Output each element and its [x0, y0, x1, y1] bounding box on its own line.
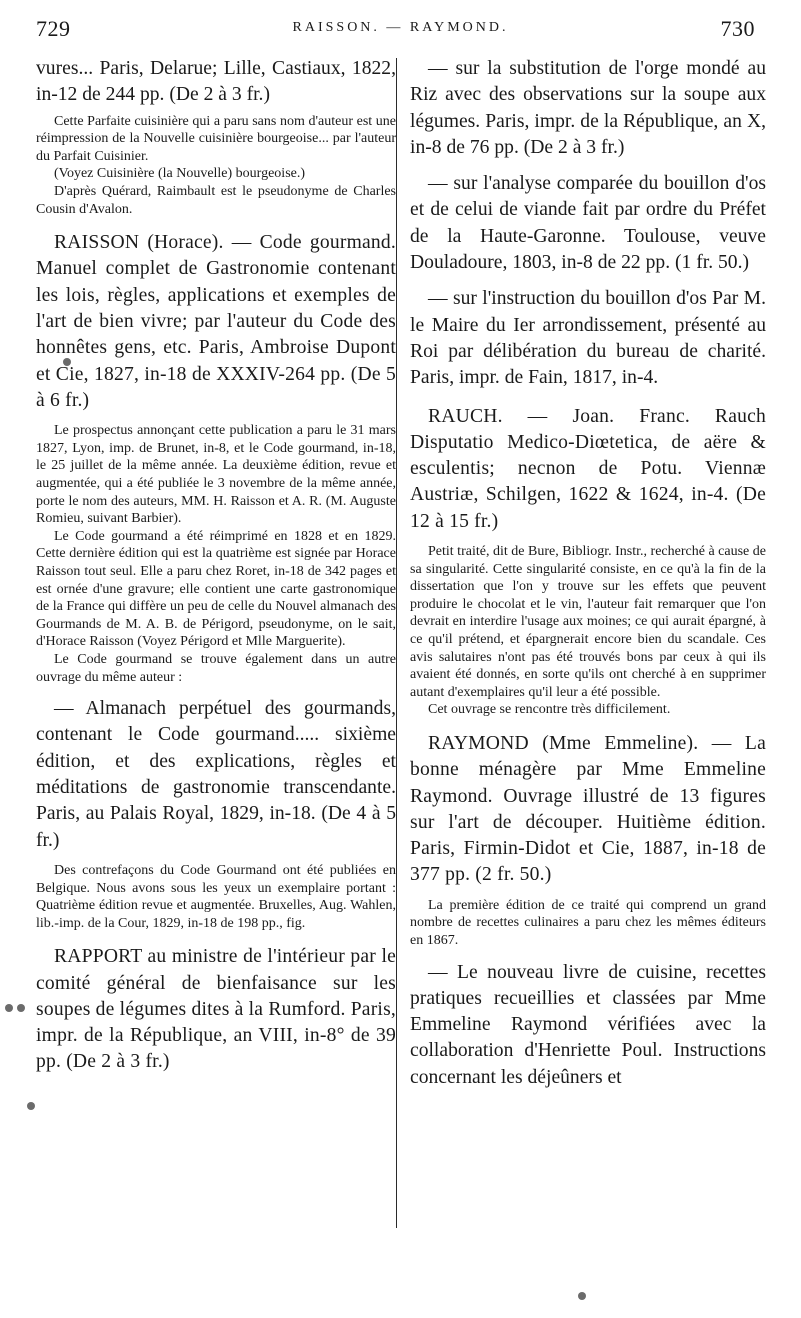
note-text: Des contrefaçons du Code Gourmand ont été publiées en Belgique. Nous avons sous les yeux un exemplaire portant : Quatrième édition revue et augmentée. Bruxelles, Aug. Wahlen, lib.-imp. de la Cour, 1829, in-18 de 198 pp., fig.: [36, 862, 396, 931]
page-header: [0, 0, 801, 46]
entry-text: — Le nouveau livre de cuisine, recettes pratiques recueillies et classées par Mme Emmeline Raymond vérifiées avec la collaboration d'Henriette Poul. Instructions concernant les déjeûners et: [410, 961, 766, 1088]
column-divider: [396, 58, 397, 1228]
note-text: Petit traité, dit de Bure, Bibliogr. Instr., recherché à cause de sa singularité. Cette singularité consiste, en ce qu'à la fin de la dissertation que l'on y trouve sur les effets que peuvent produire le chocolat et le vin, l'auteur fait remarquer que l'on devrait en interdire l'usage aux moines; ce qui aurait épargné, à ce qu'il prétend, et épargnerait encore bien du scandale. Ces avis salutaires n'ont pas été trouvés bons par ceux à qui ils avaient été donnés, en sorte qu'ils ont cherché à en supprimer autant d'exemplaires qu'il leur a été possible.: [410, 544, 766, 700]
ink-spot: [5, 1004, 13, 1012]
note-text: Le prospectus annonçant cette publication a paru le 31 mars 1827, Lyon, imp. de Brunet, in-8, et le Code gourmand, in-18, le 25 juillet de la même année. La deuxième édition, revue et augmentée, qui a été publiée le 3 novembre de la même année, porte le nom des auteurs, MM. H. Raisson et A. R. (M. Auguste Romieu, suivant Barbier).: [36, 423, 396, 527]
note-text: Cet ouvrage se rencontre très difficilement.: [428, 702, 671, 718]
ink-spot: [578, 1292, 586, 1300]
entry-text: — sur l'analyse comparée du bouillon d'os et de celui de viande fait par ordre du Préfet de la Haute-Garonne. Toulouse, veuve Douladoure, 1803, in-8 de 22 pp. (1 fr. 50.): [410, 173, 766, 274]
note-text: La première édition de ce traité qui comprend un grand nombre de recettes culinaires a paru chez les mêmes éditeurs en 1867.: [410, 897, 766, 948]
entry-text: — sur la substitution de l'orge mondé au Riz avec des observations sur la soupe aux légumes. Paris, impr. de la République, an X, in-8 de 76 pp. (De 2 à 3 fr.): [410, 58, 766, 158]
entry-raisson: RAISSON (Horace). — Code gourmand. Manuel complet de Gastronomie contenant les lois, règles, applications et exemples de l'art de bien vivre; par l'auteur du Code des honnêtes gens, etc. Paris, Ambroise Dupont et Cie, 1827, in-18 de XXXIV-264 pp. (De 5 à 6 fr.): [36, 232, 396, 411]
entry-raymond: RAYMOND (Mme Emmeline). — La bonne ménagère par Mme Emmeline Raymond. Ouvrage illustré de 13 figures sur l'art de découper. Huitième édition. Paris, Firmin-Didot et Cie, 1887, in-18 de 377 pp. (2 fr. 50.): [410, 732, 766, 886]
left-column: [36, 56, 396, 1076]
ink-spot: [17, 1004, 25, 1012]
note-text: Le Code gourmand se trouve également dans un autre ouvrage du même auteur :: [36, 651, 396, 685]
entry-text: — sur l'instruction du bouillon d'os Par M. le Maire du Ier arrondissement, présenté au Roi par délibération du bureau de charité. Paris, impr. de Fain, 1817, in-4.: [410, 288, 766, 389]
ink-spot: [27, 1102, 35, 1110]
entry-almanach: — Almanach perpétuel des gourmands, contenant le Code gourmand..... sixième édition, et des explications, règles et méditations de gastronomie transcendante. Paris, au Palais Royal, 1829, in-18. (De 4 à 5 fr.): [36, 698, 396, 851]
entry-text: vures... Paris, Delarue; Lille, Castiaux, 1822, in-12 de 244 pp. (De 2 à 3 fr.): [36, 58, 396, 106]
entry-rauch: RAUCH. — Joan. Franc. Rauch Disputatio Medico-Diœtetica, de aëre & esculentis; necnon de Potu. Viennæ Austriæ, Schilgen, 1622 & 1624, in-4. (De 12 à 15 fr.): [410, 405, 766, 532]
running-head: RAISSON. — RAYMOND.: [292, 20, 509, 35]
page-number-right: 730: [720, 16, 755, 41]
note-text: Cette Parfaite cuisinière qui a paru sans nom d'auteur est une réimpression de la Nouvelle cuisinière bourgeoise... par l'auteur du Parfait Cuisinier.: [36, 113, 396, 164]
note-text: (Voyez Cuisinière (la Nouvelle) bourgeoise.): [54, 166, 306, 182]
entry-rapport: RAPPORT au ministre de l'intérieur par le comité général de bienfaisance sur les soupes de légumes dites à la Rumford. Paris, impr. de la République, an VIII, in-8° de 39 pp. (De 2 à 3 fr.): [36, 946, 396, 1073]
right-column: [410, 56, 766, 1091]
note-text: D'après Quérard, Raimbault est le pseudonyme de Charles Cousin d'Avalon.: [36, 183, 396, 217]
page-number-left: 729: [36, 16, 71, 41]
note-text: Le Code gourmand a été réimprimé en 1828 et en 1829. Cette dernière édition qui est la quatrième est signée par Horace Raisson tout seul. Elle a paru chez Roret, in-18 de 342 pages et est ornée d'une gravure; elle contient une carte gastronomique de la France qui diffère un peu de celle du Nouvel almanach des Gourmands de M. A. B. de Périgord, pseudonyme, on le sait, d'Horace Raisson (Voyez Périgord et Mlle Marguerite).: [36, 528, 396, 650]
